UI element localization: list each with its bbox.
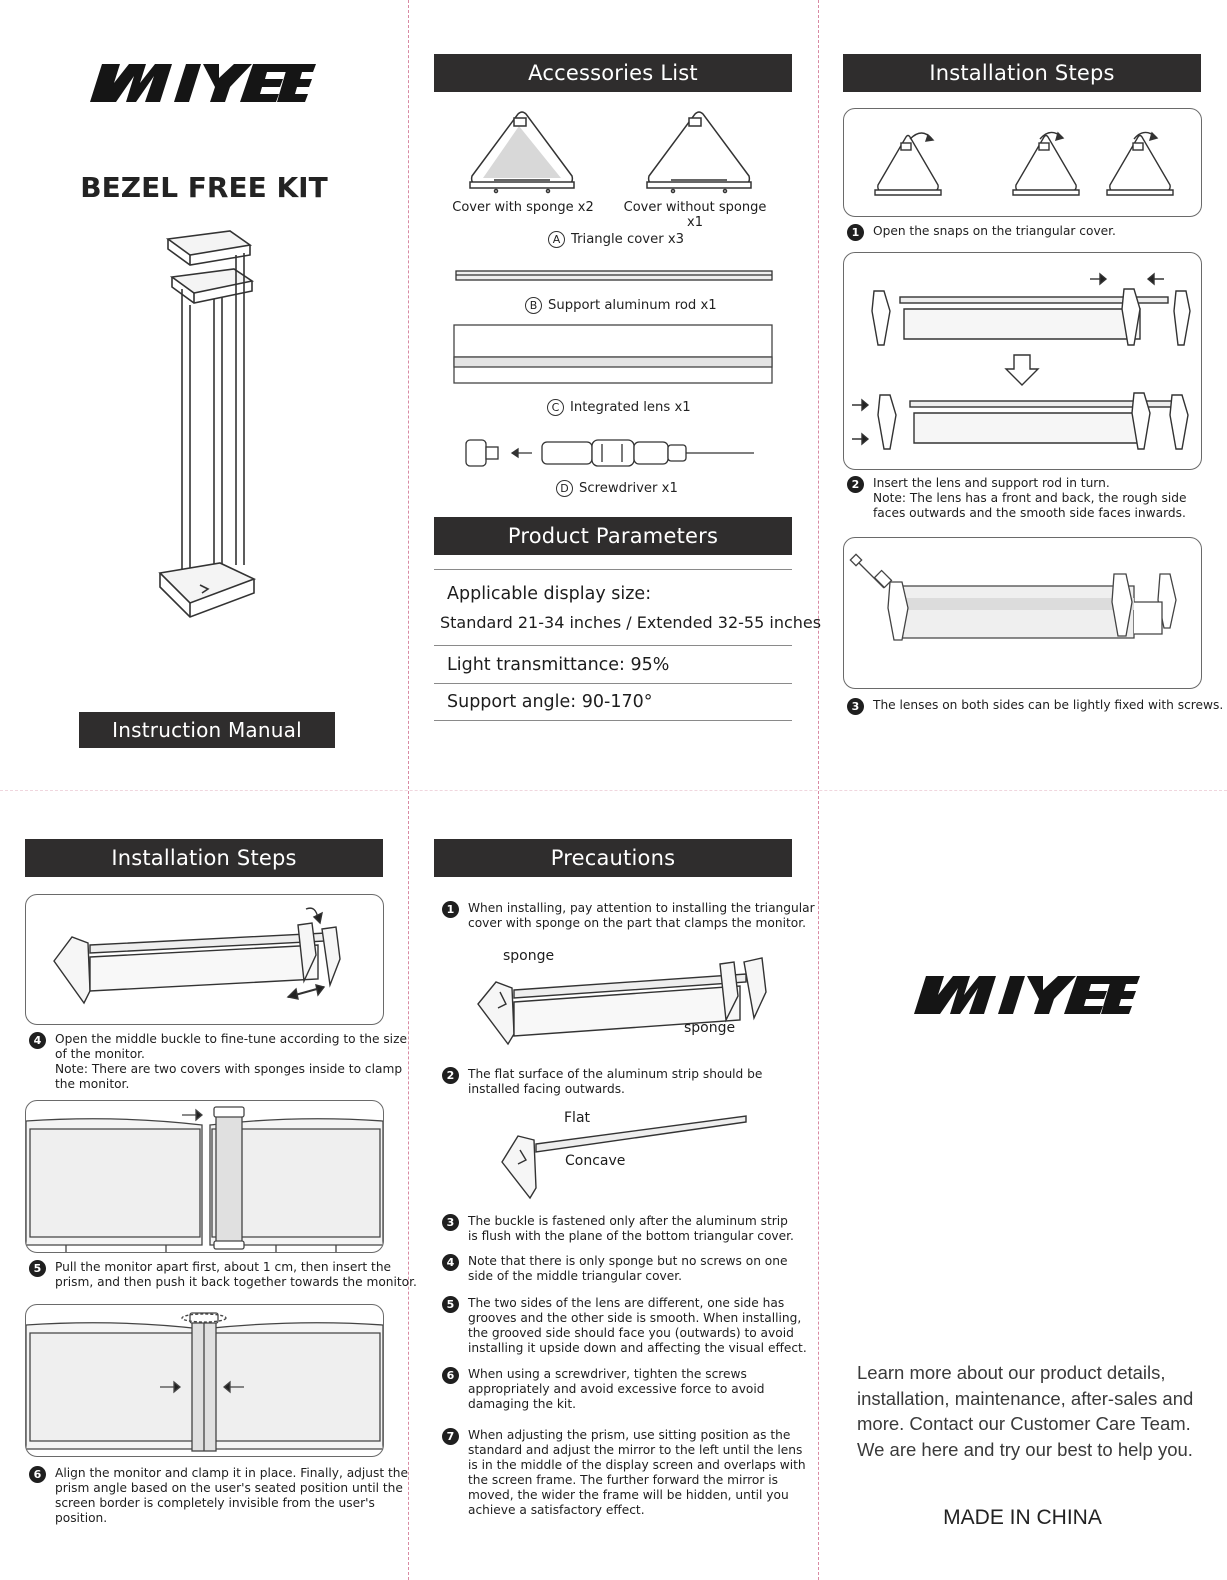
cover-with-sponge-label: Cover with sponge x2	[452, 200, 594, 215]
param-divider	[434, 683, 792, 684]
precaution-3: 3 The buckle is fastened only after the aluminum strip is flush with the plane of the bottom triangular cover.	[442, 1214, 794, 1244]
step-6-illustration	[25, 1304, 384, 1457]
param-divider	[434, 569, 792, 570]
install-step-4: 4 Open the middle buckle to fine-tune according to the size of the monitor. Note: There are two covers with sponges inside to clamp the monitor.	[29, 1032, 407, 1092]
letter-badge-b: B	[525, 297, 542, 314]
letter-badge-d: D	[556, 480, 573, 497]
concave-label: Concave	[565, 1153, 626, 1169]
install-step-3: 3 The lenses on both sides can be lightly fixed with screws.	[847, 698, 1223, 715]
param-divider	[434, 645, 792, 646]
precaution-5: 5 The two sides of the lens are different, one side has grooves and the other side is smooth. When installing, the grooved side should face you (outwards) to avoid installing it upside down and affecting the visual effect.	[442, 1296, 807, 1356]
precaution-number-3: 3	[442, 1214, 459, 1231]
accessory-c: C Integrated lens x1	[547, 399, 691, 416]
cover-without-sponge-icon	[643, 108, 755, 194]
brand-logo	[84, 56, 316, 104]
prism-kit-illustration	[150, 225, 270, 625]
step-number-6: 6	[29, 1466, 46, 1483]
precaution-number-1: 1	[442, 901, 459, 918]
made-in-label: MADE IN CHINA	[943, 1506, 1102, 1529]
precaution-7: 7 When adjusting the prism, use sitting position as the standard and adjust the mirror to the left until the lens is in the middle of the display screen and overlaps with the screen frame. The further forward the mirror is moved, the wider the frame will be hidden, until you achieve a satisfactory effect.	[442, 1428, 806, 1518]
accessory-d: D Screwdriver x1	[556, 480, 678, 497]
install-step-5: 5 Pull the monitor apart first, about 1 cm, then insert the prism, and then push it back together towards the monitor.	[29, 1260, 417, 1290]
fold-line-horizontal	[0, 790, 1227, 791]
step-number-5: 5	[29, 1260, 46, 1277]
sponge-label-right: sponge	[684, 1020, 736, 1036]
step-5-illustration	[25, 1100, 384, 1253]
precaution-2: 2 The flat surface of the aluminum strip should be installed facing outwards.	[442, 1067, 762, 1097]
installation-header-bottom: Installation Steps	[25, 839, 383, 877]
support-angle: Support angle: 90-170°	[447, 692, 653, 712]
precaution-number-4: 4	[442, 1254, 459, 1271]
installation-header-top: Installation Steps	[843, 54, 1201, 92]
step-2-illustration	[843, 252, 1202, 470]
screwdriver-icon	[462, 434, 762, 472]
install-step-6: 6 Align the monitor and clamp it in place. Finally, adjust the prism angle based on the user's seated position until the screen border is completely invisible from the user's position.	[29, 1466, 408, 1526]
precaution-number-7: 7	[442, 1428, 459, 1445]
integrated-lens-icon	[452, 323, 774, 385]
contact-text: Learn more about our product details, installation, maintenance, after-sales and more. Contact our Customer Care Team. We are here and try our best to help you.	[857, 1362, 1194, 1460]
step-4-illustration	[25, 894, 384, 1025]
precaution-number-6: 6	[442, 1367, 459, 1384]
letter-badge-a: A	[548, 231, 565, 248]
precaution-1: 1 When installing, pay attention to installing the triangular cover with sponge on the part that clamps the monitor.	[442, 901, 815, 931]
display-size-label: Applicable display size:	[447, 584, 652, 604]
step-number-1: 1	[847, 224, 864, 241]
accessories-header: Accessories List	[434, 54, 792, 92]
precaution-number-2: 2	[442, 1067, 459, 1084]
precaution-4: 4 Note that there is only sponge but no screws on one side of the middle triangular cover.	[442, 1254, 788, 1284]
precautions-header: Precautions	[434, 839, 792, 877]
cover-with-sponge-icon	[466, 108, 578, 194]
aluminum-rod-icon	[454, 268, 774, 284]
product-title: BEZEL FREE KIT	[80, 171, 328, 204]
cover-without-sponge-label: Cover without sponge x1	[623, 200, 767, 230]
step-number-2: 2	[847, 476, 864, 493]
flat-label: Flat	[564, 1110, 591, 1126]
light-transmittance: Light transmittance: 95%	[447, 655, 670, 675]
install-step-1: 1 Open the snaps on the triangular cover.	[847, 224, 1116, 241]
step-3-illustration	[843, 537, 1202, 689]
install-step-2: 2 Insert the lens and support rod in turn. Note: The lens has a front and back, the rough side faces outwards and the smooth side faces inwards.	[847, 476, 1186, 521]
step-1-illustration	[843, 108, 1202, 217]
precaution-number-5: 5	[442, 1296, 459, 1313]
param-divider	[434, 720, 792, 721]
letter-badge-c: C	[547, 399, 564, 416]
instruction-manual-label: Instruction Manual	[79, 712, 335, 748]
step-number-3: 3	[847, 698, 864, 715]
brand-logo-back	[908, 968, 1140, 1016]
accessory-a: A Triangle cover x3	[548, 231, 684, 248]
parameters-header: Product Parameters	[434, 517, 792, 555]
accessory-b: B Support aluminum rod x1	[525, 297, 717, 314]
sponge-label-left: sponge	[503, 948, 555, 964]
display-size-value: Standard 21-34 inches / Extended 32-55 inches	[440, 613, 822, 632]
precaution-6: 6 When using a screwdriver, tighten the screws appropriately and avoid excessive force to avoid damaging the kit.	[442, 1367, 765, 1412]
step-number-4: 4	[29, 1032, 46, 1049]
